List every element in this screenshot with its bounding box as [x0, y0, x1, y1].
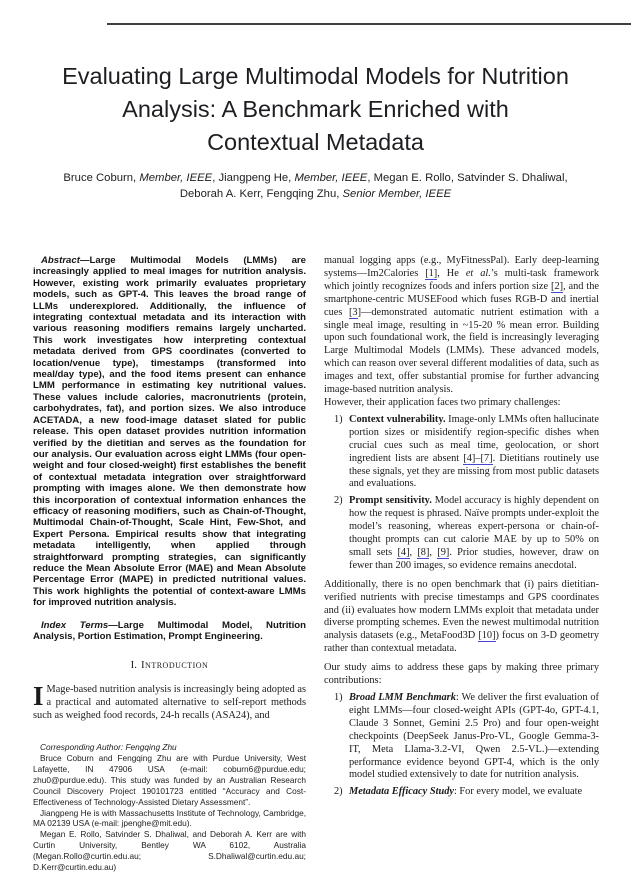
- section-number: I.: [130, 659, 137, 672]
- author-names: , Megan E. Rollo, Satvinder S. Dhaliwal,: [367, 172, 568, 184]
- list-item-context-vulnerability: [334, 414, 599, 491]
- citation-link[interactable]: [10]: [478, 630, 496, 642]
- paper-title-line-3: Contextual Metadata: [207, 129, 424, 155]
- authors-block: [0, 171, 631, 202]
- author-names: Bruce Coburn,: [63, 172, 140, 184]
- list-item-broad-lmm-benchmark: [334, 692, 599, 782]
- authors-line-2: [0, 187, 631, 203]
- section-heading-introduction: [33, 659, 306, 671]
- citation-link[interactable]: [9]: [437, 546, 450, 558]
- introduction-text: Mage-based nutrition analysis is increasingly being adopted as a practical and automated alternative to self-report methods such as weighed food records, 24-h recalls (ASA24), and: [33, 684, 306, 722]
- list-number: 1): [334, 413, 343, 425]
- abstract-text: —Large Multimodal Models (LMMs) are increasingly applied to meal images for nutrition analysis. However, existing work primarily evaluates proprietary models, such as GPT-4. This leaves the broad range of LLMs underexplored. Additionally, the influence of integrating contextual metadata and its interaction with various reasoning modifiers remains largely uncharted. This work investigates how interpreting contextual metadata derived from GPS coordinates (converted to location/venue type), timestamps (transformed into meal/day type), and the food items present can enhance LMM performance in estimating key nutritional values. These values include calories, macronutrients (protein, carbohydrates, fat), and portion sizes. We also introduce ACETADA, a new food-image dataset slated for public release. This open dataset provides nutrition information verified by the dietitian and serves as the foundation for our analysis. Our evaluation across eight LMMs (four open-weight and four closed-weight) first establishes the benefit of contextual metadata integration over straightforward prompting with images alone. We then demonstrate how this incorporation of contextual information enhances the efficacy of reasoning modifiers, such as Chain-of-Thought, Multimodal Chain-of-Thought, Scale Hint, Few-Shot, and Expert Persona. Empirical results show that integrating metadata intelligently, when applied through straightforward prompting strategies, can significantly reduce the Mean Absolute Error (MAE) and Mean Absolute Percentage Error (MAPE) in predicted nutritional values. This work highlights the potential of context-aware LMMs for improved nutrition analysis.: [33, 255, 306, 609]
- list-number: 2): [334, 786, 343, 798]
- affiliation-note-mit: Jiangpeng He is with Massachusetts Institute of Technology, Cambridge, MA 02139 USA (e-mail: jpenghe@mit.edu).: [33, 807, 306, 829]
- corresponding-author-note: Corresponding Author: Fengqing Zhu: [40, 742, 177, 753]
- paragraph-no-open-benchmark: Additionally, there is no open benchmark that (i) pairs dietitian-verified nutrients with precise timestamps and GPS coordinates and (ii) evaluates how modern LMMs exploit that metadata under diverse prompting schemes. Even the newest multimodal nutrition analysis datasets (e.g., MetaFood3D [10]) focus on 3-D geometry rather than contextual metadata.: [324, 578, 599, 655]
- list-item-text: Broad LMM Benchmark: We deliver the first evaluation of eight LMMs—four closed-weight APIs (GPT-4o, GPT-4.1, Claude 3 Sonnet, Gemini 2.5 Pro) and four open-weight checkpoints (DeepSeek Janus-Pro-VL, Google Gemma-3-IT, Meta Llama-3.2-VI, Qwen 2.5-VL.)—extending performance evidence beyond GPT-4, which is the only model studied extensively to date for nutrition analysis.: [349, 692, 599, 781]
- two-column-body: [33, 255, 599, 874]
- dropcap-letter: I: [33, 681, 44, 712]
- paper-title-line-1: Evaluating Large Multimodal Models for Nutrition: [62, 63, 569, 89]
- senior-member-ieee-label: Senior Member, IEEE: [342, 187, 452, 200]
- introduction-first-paragraph: [33, 681, 306, 723]
- citation-link[interactable]: [2]: [551, 280, 564, 292]
- affiliation-note-purdue: Bruce Coburn and Fengqing Zhu are with Purdue University, West Lafayette, IN 47906 USA (e-mail: coburn6@purdue.edu; zhu0@purdue.edu). This study was funded by an Australian Research Council Discovery Project 190101723 entitled “Accuracy and Cost-Effectiveness of Technology-Assisted Dietary Assessment”.: [33, 753, 306, 807]
- member-ieee-label: Member, IEEE: [294, 172, 368, 184]
- paragraph-challenges-intro: However, their application faces two primary challenges:: [324, 396, 561, 408]
- index-terms-paragraph: [33, 620, 306, 643]
- author-names: , Jiangpeng He,: [212, 172, 295, 184]
- authors-line-1: [0, 171, 631, 187]
- index-terms-text: —Large Multimodal Model, Nutrition Analysis, Portion Estimation, Prompt Engineering.: [33, 619, 306, 642]
- list-number: 2): [334, 495, 343, 507]
- member-ieee-label: Member, IEEE: [139, 172, 213, 184]
- page-top-rule: [107, 23, 631, 25]
- affiliation-note-curtin: Megan E. Rollo, Satvinder S. Dhaliwal, and Deborah A. Kerr are with Curtin University, Bentley WA 6102, Australia (Megan.Rollo@curtin.edu.au; S.Dhaliwal@curtin.edu.au; D.Kerr@curtin.edu.au): [33, 829, 306, 873]
- list-number: 1): [334, 692, 343, 703]
- citation-link[interactable]: [8]: [417, 546, 430, 558]
- section-title: Introduction: [140, 659, 209, 672]
- list-item-text: Prompt sensitivity. Model accuracy is highly dependent on how the request is phrased. Naïve prompts under-exploit the model’s reasoning, whereas expert-persona or chain-of-thought prompts can cut calorie MAE by up to 50% on small sets [4], [8], [9]. Prior studies, however, draw on fewer than 200 images, so evidence remains anecdotal.: [349, 495, 599, 571]
- abstract-paragraph: [33, 255, 306, 609]
- citation-link[interactable]: [4]: [397, 546, 410, 558]
- index-terms-label: Index Terms: [41, 619, 109, 631]
- citation-link[interactable]: [1]: [425, 267, 438, 279]
- list-item-text: Context vulnerability. Image-only LMMs often hallucinate portion sizes or misidentify region-specific dishes when crucial cues such as meal time, geolocation, or short ingredient lists are absent [4]–[7]. Dietitians routinely use these signals, yet they are missing from most public datasets and evaluations.: [349, 413, 599, 490]
- author-footnotes: [33, 742, 306, 873]
- list-item-prompt-sensitivity: [334, 495, 599, 572]
- author-names: Deborah A. Kerr, Fengqing Zhu,: [179, 187, 343, 200]
- left-column: [33, 255, 306, 874]
- paragraph-early-systems: manual logging apps (e.g., MyFitnessPal). Early deep-learning systems—Im2Calories [1], He et al.’s multi-task framework which jointly recognizes foods and infers portion size [2], and the smartphone-centric MUSEFood which fuses RGB-D and inertial cues [3]—demonstrated automatic nutrient estimation with a single meal image, resulting in ~15-20 % mean error. Building upon such foundational work, the field is increasingly leveraging Large Multimodal Models (LMMs). These advanced models, which can reason over several different modalities of data, such as images and text, offer substantial promise for further advancing image-based nutrition analysis.: [324, 255, 599, 396]
- right-column: [324, 255, 599, 874]
- list-item-metadata-efficacy-study: [334, 786, 599, 799]
- paper-title-line-2: Analysis: A Benchmark Enriched with: [122, 96, 509, 122]
- citation-link[interactable]: [3: [348, 306, 358, 318]
- list-item-text: Metadata Efficacy Study: For every model, we evaluate: [349, 786, 583, 798]
- citation-link[interactable]: [4]–[7]: [463, 452, 493, 464]
- abstract-label: Abstract: [41, 255, 80, 266]
- paragraph-contributions-intro: Our study aims to address these gaps by making three primary contributions:: [324, 662, 599, 687]
